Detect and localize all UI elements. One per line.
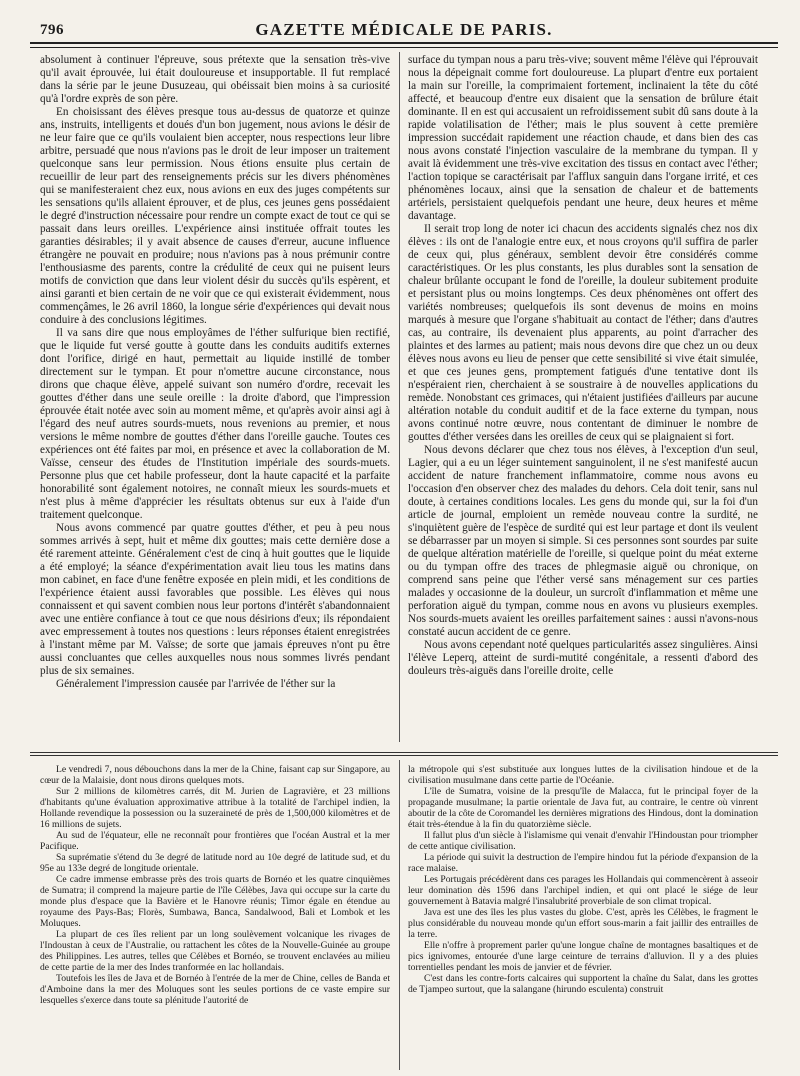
article-paragraph: Généralement l'impression causée par l'arrivée de l'éther sur la: [56, 678, 336, 690]
feuilleton-paragraph: L'île de Sumatra, voisine de la presqu'île de Malacca, fut le principal foyer de la propagande musulmane; la partie orientale de Java fut, au contraire, le centre où vinrent aboutir de la côte de Coromandel les dernières migrations des Hindous, dont la domination était très-étendue à la fin du quatorzième siècle.: [408, 786, 758, 830]
feuilleton-right-column: [408, 764, 758, 1070]
article-paragraph: Nous devons déclarer que chez tous nos élèves, à l'exception d'un seul, Lagier, qui a eu un léger suintement sanguinolent, il ne s'est manifesté aucun accident de nature franchement inflammatoire, comme nous avons eu l'occasion d'en observer chez des malades du dehors. Cela doit tenir, sans nul doute, à certaines conditions locales. Les gens du monde qui, sur la foi d'un article de journal, emploient un remède nouveau contre la surdité, ne s'inquiètent guère de l'espèce de surdité qui est leur partage et dont ils veulent se débarrasser par un moyen si simple. Si ces personnes sont sourdes par suite de quelque altération matérielle de l'oreille, si quelque point du méat externe ou du tympan offre des traces de phlegmasie aiguë ou chronique, on comprend sans peine que l'éther versé sans ménagement sur ces parties malades y occasionne de la douleur, un surcroît d'inflammation et même une perforation aiguë du tympan, comme nous en avons vu plusieurs exemples. Nos sourds-muets avaient les oreilles parfaitement saines : aussi n'avons-nous constaté aucun accident de ce genre.: [408, 444, 758, 638]
article-paragraph: surface du tympan nous a paru très-vive; souvent même l'élève qui l'éprouvait nous la dépeignait comme fort douloureuse. La plupart d'entre eux portaient la main sur l'oreille, la comprimaient fortement, inclinaient la tête du côté affecté, et beaucoup d'entre eux disaient que la sensation de brûlure était dominante. Il en est qui accusaient un refroidissement subit dû sans doute à la rapide volatilisation de l'éther; mais le plus souvent à cette première impression succédait rapidement une réaction chaude, et dans bien des cas nous avons constaté l'injection vasculaire de la membrane du tympan. Il y avait là évidemment une très-vive excitation des tissus en contact avec l'éther; l'action topique se caractérisait par l'afflux sanguin dans l'organe irrité, et ces phénomènes locaux, ainsi que la sensation de chaleur et de battements artériels, persistaient quelquefois pendant une heure, deux heures et même davantage.: [408, 54, 758, 222]
article-paragraph: En choisissant des élèves presque tous au-dessus de quatorze et quinze ans, instruits, intelligents et doués d'un bon jugement, nous avions le désir de ne leur faire que ce qu'ils voulaient bien accepter, nous respections leur libre arbitre, persuadé que nous n'avions pas le droit de leur imposer un traitement quelconque sans leur permission. Nous étions ensuite plus certain de recueillir de leur part des renseignements précis sur les divers phénomènes qui se manifesteraient chez eux, nous avions en eux des juges compétents sur les sensations qu'ils allaient éprouver, et de plus, ces jeunes gens possédaient le degré d'instruction nécessaire pour rendre un compte exact de tout ce qui se passait dans leurs oreilles. L'expérience ainsi instituée offrait toutes les garanties désirables; il y avait absence de causes d'erreur, aucune influence étrangère ne pouvait en produire; nous n'avions pas à nous prémunir contre l'enthousiasme des parents, contre la crédulité de ceux qui ne puisent leurs motifs de conviction que dans leur violent désir du succès qu'ils espèrent, et ainsi garanti et bien certain de ne voir que ce qui existerait évidemment, nous commençâmes, le 26 avril 1860, la longue série d'expériences qui devait nous conduire à des conclusions légitimes.: [40, 106, 390, 326]
feuilleton-paragraph: Toutefois les îles de Java et de Bornéo à l'entrée de la mer de Chine, celles de Banda et d'Amboine dans la mer des Moluques sont les seules portions de ce vaste empire sur lesquelles s'exerce dans toute sa plénitude l'autorité de: [40, 973, 390, 1006]
article-paragraph: Il va sans dire que nous employâmes de l'éther sulfurique bien rectifié, que le liquide fut versé goutte à goutte dans les conduits auditifs externes dont l'orifice, dirigé en haut, permettait au liquide instillé de tomber directement sur le tympan. Et pour n'omettre aucune circonstance, nous dirons que chaque élève, appelé suivant son numéro d'ordre, recevait les gouttes d'éther dans une seule oreille : la droite d'abord, que l'impression éprouvée était notée avec soin au moment même, et qu'après avoir ainsi agi à l'égard des neuf autres sourds-muets, nous revenions au premier, et nous versions le même nombre de gouttes d'éther dans l'oreille gauche. Toutes ces expériences ont été faites par moi, en présence et avec la collaboration de M. Vaïsse, censeur des études de l'Institution impériale des sourds-muets. Personne plus que cet habile professeur, dont la haute capacité et la parfaite honorabilité sont également notoires, ne connaît mieux les sourds-muets et n'est plus à même d'apprécier les résultats obtenus sur eux à l'aide d'un traitement quelconque.: [40, 327, 390, 521]
header-rule: [30, 42, 778, 44]
feuilleton-paragraph: Les Portugais précédèrent dans ces parages les Hollandais qui commencèrent à asseoir leur domination dès 1596 dans l'archipel indien, et qui ont placé le siége de leur gouvernement à Batavia malgré l'insalubrité proverbiale de son climat tropical.: [408, 874, 758, 907]
article-paragraph: absolument à continuer l'épreuve, sous prétexte que la sensation très-vive qu'il avait éprouvée, lui était douloureuse et insupportable. Il fut remplacé dans la série par le jeune Dusuzeau, qui obéissait bien moins à sa curiosité qu'à l'ordre exprès de son père.: [40, 54, 390, 105]
feuilleton-paragraph: Le vendredi 7, nous débouchons dans la mer de la Chine, faisant cap sur Singapore, au cœur de la Malaisie, dont nous dirons quelques mots.: [40, 764, 390, 786]
feuilleton-paragraph: Ce cadre immense embrasse près des trois quarts de Bornéo et les quatre cinquièmes de Sumatra; il comprend la majeure partie de l'île Célèbes, Java qui occupe sur la carte du monde plus d'espace que la Bavière et le Hanovre réunis; Timor égale en étendue au royaume des Pays-Bas; Florès, Sumbawa, Banca, Sandalwood, Bali et Lombok et les Moluques.: [40, 874, 390, 929]
feuilleton-rule-second: [30, 755, 778, 756]
feuilleton-paragraph: Sur 2 millions de kilomètres carrés, dit M. Jurien de Lagravière, et 23 millions d'habitants qu'une évaluation approximative attribue à la totalité de l'archipel indien, la Hollande revendique la possession ou la suzeraineté de près de 1,500,000 kilomètres et de 16 millions de sujets.: [40, 786, 390, 830]
page-header: [30, 14, 778, 40]
header-rule-thin: [30, 47, 778, 48]
feuilleton-paragraph: Il fallut plus d'un siècle à l'islamisme qui venait d'envahir l'Hindoustan pour triompher de cette antique civilisation.: [408, 830, 758, 852]
feuilleton-left-column: [40, 764, 390, 1070]
feuilleton-paragraph: C'est dans les contre-forts calcaires qui supportent la chaîne du Salat, dans les grottes de Tjampeo surtout, que la salangane (hirundo esculenta) construit: [408, 973, 758, 995]
page-number: 796: [40, 22, 64, 38]
feuilleton-rule: [30, 752, 778, 753]
article-paragraph: Nous avons cependant noté quelques particularités assez singulières. Ainsi l'élève Leperq, atteint de surdi-mutité congénitale, a ressenti d'abord des douleurs très-aiguës dans l'oreille droite, celle: [408, 639, 758, 677]
feuilleton-paragraph: La période qui suivit la destruction de l'empire hindou fut la période d'expansion de la race malaise.: [408, 852, 758, 874]
running-title: GAZETTE MÉDICALE DE PARIS.: [255, 20, 553, 39]
article-paragraph: Nous avons commencé par quatre gouttes d'éther, et peu à peu nous sommes arrivés à sept, huit et même dix gouttes; mais cette dernière dose a été rarement atteinte. Généralement c'est de cinq à huit gouttes que le liquide a été employé; la séance d'expérimentation avait lieu tous les matins dans mon cabinet, en face d'une fenêtre exposée en plein midi, et les conditions de l'expérience étaient aussi favorables que possible. Les élèves qui nous connaissent et qui savent combien nous leur portons d'intérêt s'abandonnaient avec une entière confiance à tout ce que nous désirions d'eux; ils répondaient avec empressement à toutes nos questions : leurs réponses étaient enregistrées à l'instant même par M. Vaïsse; de sorte que jamais épreuves n'ont pu être aussi concluantes que celles auxquelles nous nous sommes livrés pendant plus de six semaines.: [40, 522, 390, 677]
feuilleton-paragraph: Au sud de l'équateur, elle ne reconnaît pour frontières que l'océan Austral et la mer Pacifique.: [40, 830, 390, 852]
feuilleton-paragraph: Sa suprématie s'étend du 3e degré de latitude nord au 10e degré de latitude sud, et du 95e au 133e degré de longitude orientale.: [40, 852, 390, 874]
feuilleton-paragraph: Elle n'offre à proprement parler qu'une longue chaîne de montagnes basaltiques et de pics ignivomes, entourée d'une large ceinture de terrains d'alluvion. Il y a des pluies torrentielles pendant les mois de janvier et de février.: [408, 940, 758, 973]
article-right-column: [408, 54, 758, 746]
feuilleton-column-divider: [399, 760, 400, 1070]
feuilleton-paragraph: La plupart de ces îles relient par un long soulèvement volcanique les rivages de l'Indoustan à ceux de l'Australie, ou rattachent les côtes de la Nouvelle-Guinée au groupe des Philippines. Les autres, telles que Célèbes et Bornéo, se trouvent enclavées au milieu de cette partie de la mer des Indes tranformée en lac hollandais.: [40, 929, 390, 973]
feuilleton-paragraph: Java est une des îles les plus vastes du globe. C'est, après les Célèbes, le fragment le plus considérable du nouveau monde qu'un effort sous-marin a fait jaillir des entrailles de la terre.: [408, 907, 758, 940]
article-paragraph: Il serait trop long de noter ici chacun des accidents signalés chez nos dix élèves : ils ont de l'analogie entre eux, et nous croyons qu'il suffira de parler de ceux qui, plus généraux, semblent devoir être considérés comme caractéristiques. Or les plus constants, les plus durables sont la sensation de chaleur brûlante occupant le fond de l'oreille, la douleur subitement produite et persistant plus ou moins longtemps. Ces deux phénomènes ont offert des variétés nombreuses; quelquefois ils sont devenus de moins en moins marqués à mesure que l'organe s'habituait au contact de l'éther; dans d'autres cas, au contraire, ils devenaient plus apparents, au point d'arracher des plaintes et des larmes au patient; mais nous devons dire que chez un ou deux élèves nous avons eu lieu de penser que cette sensibilité si vive était simulée, et que ces jeunes gens, promptement fatigués d'une tentative dont ils n'espéraient rien, cherchaient à se soustraire à de nouvelles applications du remède. Nonobstant ces grimaces, qui n'étaient justifiées d'ailleurs par aucune altération notable du conduit auditif et de la face externe du tympan, nous avons continué notre œuvre, nous contentant de diminuer le nombre de gouttes d'éther versées dans les oreilles de ceux qui se plaignaient si fort.: [408, 223, 758, 443]
feuilleton-paragraph: la métropole qui s'est substituée aux longues luttes de la civilisation hindoue et de la civilisation musulmane dans cette partie de l'Océanie.: [408, 764, 758, 786]
column-divider: [399, 52, 400, 742]
article-left-column: [40, 54, 390, 746]
